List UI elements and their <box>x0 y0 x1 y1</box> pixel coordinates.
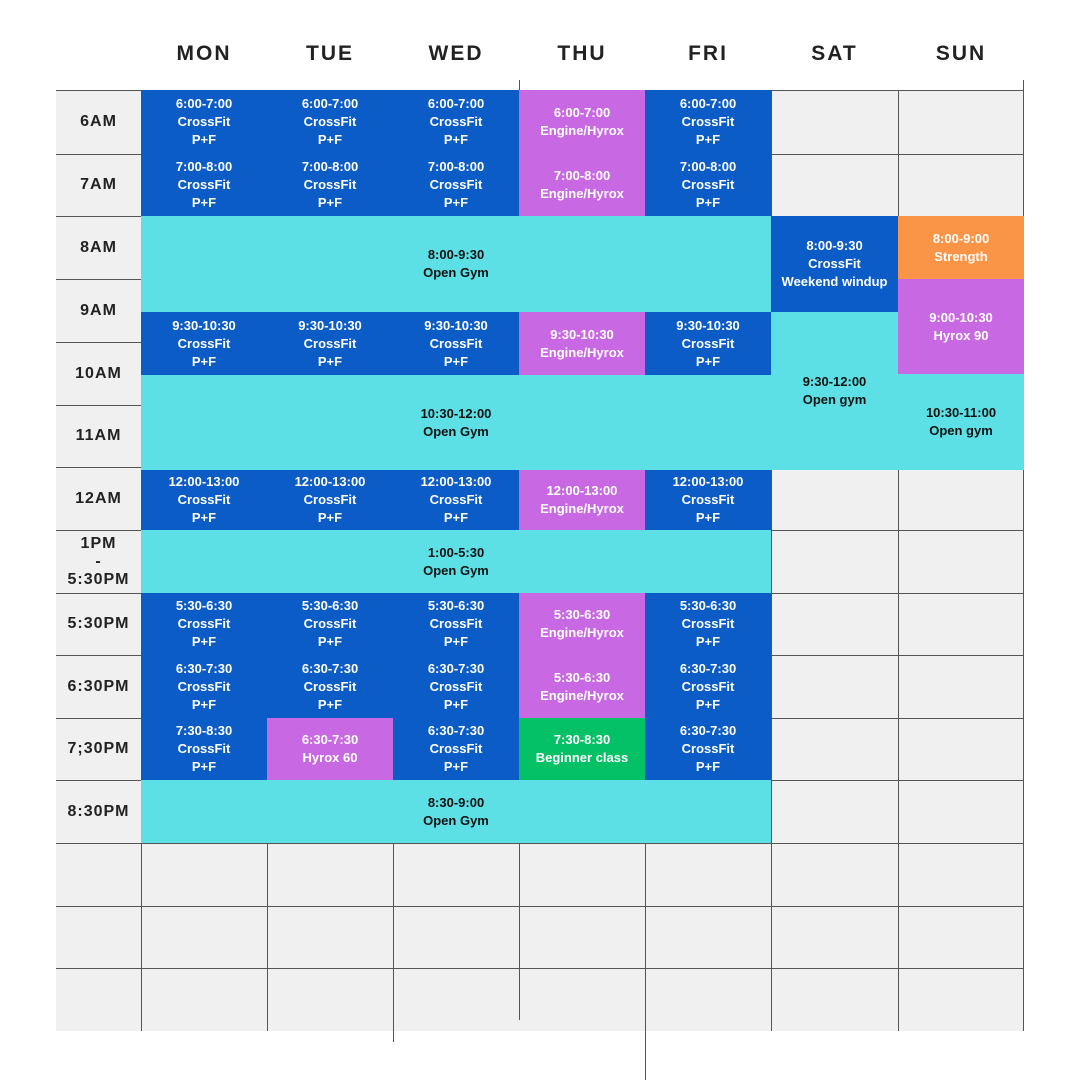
class-name: P+F <box>443 353 469 369</box>
class-name: CrossFit <box>429 492 483 507</box>
time-label: 5:30PM <box>67 615 130 632</box>
class-name: CrossFit <box>681 177 735 192</box>
class-block-9-00-10-30-hyrox-90[interactable] <box>898 279 1024 374</box>
class-block-10-30-12-00-open-gym[interactable] <box>141 375 771 470</box>
class-name: Open Gym <box>423 423 489 439</box>
class-time: 12:00-13:00 <box>672 474 744 489</box>
class-name: P+F <box>443 132 469 147</box>
class-name: CrossFit <box>429 741 483 756</box>
day-header-sat: SAT <box>811 42 858 65</box>
class-time: 12:00-13:00 <box>168 474 240 489</box>
class-time: 7:30-8:30 <box>175 723 233 738</box>
class-name: CrossFit <box>681 678 735 694</box>
class-block-5-30-6-30-engine-hyrox[interactable] <box>519 655 645 718</box>
class-name: CrossFit <box>303 616 357 631</box>
class-name: Weekend windup <box>781 274 888 289</box>
class-block-7-00-8-00-crossfit-p-f[interactable] <box>267 154 393 216</box>
class-name: Open gym <box>929 423 993 438</box>
class-name: CrossFit <box>303 114 357 129</box>
class-name: P+F <box>191 132 217 147</box>
class-name: CrossFit <box>177 741 231 756</box>
class-time: 6:30-7:30 <box>301 660 359 676</box>
time-label <box>56 968 141 1031</box>
class-time: 9:00-10:30 <box>929 309 993 325</box>
day-header-sun: SUN <box>935 42 987 65</box>
class-name: Engine/Hyrox <box>540 123 624 138</box>
day-header-fri: FRI <box>688 42 728 65</box>
class-time: 6:00-7:00 <box>301 96 359 111</box>
class-name: P+F <box>191 634 217 649</box>
class-name: CrossFit <box>177 114 231 129</box>
class-time: 6:30-7:30 <box>301 732 359 747</box>
class-name: P+F <box>695 634 721 649</box>
class-block-9-30-10-30-crossfit-p-f[interactable] <box>393 312 519 375</box>
class-name: P+F <box>695 510 721 525</box>
class-time: 6:30-7:30 <box>175 660 233 676</box>
class-time: 7:00-8:00 <box>553 168 611 183</box>
class-name: P+F <box>317 634 343 649</box>
class-block-7-00-8-00-crossfit-p-f[interactable] <box>393 154 519 216</box>
class-time: 12:00-13:00 <box>294 474 366 489</box>
class-time: 1:00-5:30 <box>427 544 485 560</box>
class-time: 7:00-8:00 <box>301 159 359 174</box>
class-name: Engine/Hyrox <box>540 501 624 516</box>
class-name: P+F <box>443 510 469 525</box>
class-name: CrossFit <box>177 616 231 631</box>
class-name: CrossFit <box>681 335 735 351</box>
class-block-9-30-10-30-engine-hyrox[interactable] <box>519 312 645 375</box>
class-time: 12:00-13:00 <box>546 483 618 498</box>
time-label: 10AM <box>75 364 122 382</box>
class-name: CrossFit <box>429 114 483 129</box>
class-name: P+F <box>443 195 469 210</box>
class-name: P+F <box>695 132 721 147</box>
class-name: Beginner class <box>535 750 629 765</box>
class-block-6-30-7-30-crossfit-p-f[interactable] <box>267 655 393 718</box>
day-header-tue: TUE <box>306 42 354 65</box>
class-name: P+F <box>191 696 217 712</box>
class-block-7-00-8-00-engine-hyrox[interactable] <box>519 154 645 216</box>
time-label: 9AM <box>80 301 117 319</box>
time-label: 8AM <box>80 238 117 256</box>
time-label: 12AM <box>75 489 122 507</box>
class-name: CrossFit <box>681 492 735 507</box>
day-header-mon: MON <box>176 42 232 65</box>
class-block-6-00-7-00-engine-hyrox[interactable] <box>519 90 645 154</box>
class-name: Engine/Hyrox <box>540 344 624 360</box>
class-block-6-30-7-30-hyrox-60[interactable] <box>267 718 393 780</box>
day-header-wed: WED <box>428 42 484 65</box>
class-block-8-00-9-30-open-gym[interactable] <box>141 216 771 312</box>
time-label: 11AM <box>75 427 122 444</box>
class-time: 7:00-8:00 <box>679 159 737 174</box>
class-name: CrossFit <box>177 335 231 351</box>
class-name: P+F <box>695 759 721 774</box>
class-block-12-00-13-00-crossfit-p-f[interactable] <box>267 470 393 530</box>
class-block-8-00-9-30-crossfit-weekend-windup[interactable] <box>771 216 898 312</box>
class-time: 7:30-8:30 <box>553 732 611 747</box>
class-name: Open Gym <box>423 562 489 578</box>
class-name: Engine/Hyrox <box>540 687 624 703</box>
class-time: 12:00-13:00 <box>420 474 492 489</box>
class-name: P+F <box>317 353 343 369</box>
class-name: CrossFit <box>429 177 483 192</box>
time-label <box>56 843 141 906</box>
class-time: 5:30-6:30 <box>427 598 485 613</box>
class-name: P+F <box>317 696 343 712</box>
class-block-5-30-6-30-crossfit-p-f[interactable] <box>141 593 267 655</box>
grid-hline <box>56 843 1024 844</box>
class-name: Engine/Hyrox <box>540 186 624 201</box>
class-time: 9:30-10:30 <box>298 317 362 333</box>
class-block-8-30-9-00-open-gym[interactable] <box>141 780 771 843</box>
class-name: P+F <box>443 634 469 649</box>
class-time: 9:30-10:30 <box>550 326 614 342</box>
class-time: 6:30-7:30 <box>679 660 737 676</box>
class-time: 8:00-9:30 <box>806 238 863 253</box>
time-label: 7AM <box>80 176 117 193</box>
class-name: Hyrox 60 <box>302 750 358 765</box>
class-time: 8:00-9:30 <box>427 247 485 262</box>
class-name: CrossFit <box>177 678 231 694</box>
class-name: P+F <box>695 353 721 369</box>
grid-hline <box>56 906 1024 907</box>
class-name: CrossFit <box>303 678 357 694</box>
class-time: 6:00-7:00 <box>679 96 737 111</box>
class-block-9-30-10-30-crossfit-p-f[interactable] <box>645 312 771 375</box>
class-time: 6:30-7:30 <box>427 723 485 738</box>
class-block-7-00-8-00-crossfit-p-f[interactable] <box>141 154 267 216</box>
class-time: 7:00-8:00 <box>175 159 233 174</box>
class-block-1-00-5-30-open-gym[interactable] <box>141 530 771 593</box>
class-name: Open Gym <box>423 812 489 828</box>
class-block-12-00-13-00-crossfit-p-f[interactable] <box>645 470 771 530</box>
class-block-6-00-7-00-crossfit-p-f[interactable] <box>645 90 771 154</box>
time-label: 7;30PM <box>67 740 130 757</box>
class-block-12-00-13-00-crossfit-p-f[interactable] <box>141 470 267 530</box>
class-block-5-30-6-30-crossfit-p-f[interactable] <box>393 593 519 655</box>
class-name: Open Gym <box>423 265 489 280</box>
class-block-12-00-13-00-engine-hyrox[interactable] <box>519 470 645 530</box>
class-name: P+F <box>695 696 721 712</box>
class-block-7-30-8-30-crossfit-p-f[interactable] <box>141 718 267 780</box>
class-name: CrossFit <box>429 678 483 694</box>
class-time: 5:30-6:30 <box>679 598 737 613</box>
class-block-12-00-13-00-crossfit-p-f[interactable] <box>393 470 519 530</box>
class-block-5-30-6-30-crossfit-p-f[interactable] <box>267 593 393 655</box>
class-time: 10:30-11:00 <box>925 405 997 420</box>
class-name: Strength <box>934 248 988 264</box>
grid-hline <box>56 968 1024 969</box>
class-time: 6:30-7:30 <box>427 660 485 676</box>
class-time: 6:00-7:00 <box>175 96 233 111</box>
class-name: CrossFit <box>177 177 231 192</box>
class-name: P+F <box>317 510 343 525</box>
class-name: P+F <box>191 759 217 774</box>
class-time: 8:30-9:00 <box>427 794 485 810</box>
class-name: P+F <box>443 696 469 712</box>
class-block-6-30-7-30-crossfit-p-f[interactable] <box>393 718 519 780</box>
class-time: 5:30-6:30 <box>553 669 611 685</box>
class-block-9-30-12-00-open-gym[interactable] <box>771 312 898 470</box>
class-block-6-00-7-00-crossfit-p-f[interactable] <box>393 90 519 154</box>
class-name: CrossFit <box>681 616 735 631</box>
class-time: 9:30-10:30 <box>172 317 236 333</box>
class-name: P+F <box>191 353 217 369</box>
class-block-9-30-10-30-crossfit-p-f[interactable] <box>267 312 393 375</box>
class-name: CrossFit <box>177 492 231 507</box>
class-name: P+F <box>317 195 343 210</box>
class-time: 5:30-6:30 <box>553 607 611 622</box>
class-time: 10:30-12:00 <box>420 405 492 421</box>
class-time: 9:30-10:30 <box>424 317 488 333</box>
class-time: 7:00-8:00 <box>427 159 485 174</box>
class-block-6-30-7-30-crossfit-p-f[interactable] <box>645 655 771 718</box>
class-block-6-30-7-30-crossfit-p-f[interactable] <box>141 655 267 718</box>
class-block-6-30-7-30-crossfit-p-f[interactable] <box>645 718 771 780</box>
class-name: P+F <box>317 132 343 147</box>
class-name: CrossFit <box>681 114 735 129</box>
class-time: 6:30-7:30 <box>679 723 737 738</box>
class-block-6-00-7-00-crossfit-p-f[interactable] <box>267 90 393 154</box>
class-block-8-00-9-00-strength[interactable] <box>898 216 1024 279</box>
class-name: P+F <box>191 510 217 525</box>
class-time: 6:00-7:00 <box>427 96 485 111</box>
time-label: 6:30PM <box>67 677 130 695</box>
class-time: 5:30-6:30 <box>301 598 359 613</box>
class-time: 9:30-10:30 <box>676 317 740 333</box>
class-name: P+F <box>695 195 721 210</box>
class-block-9-30-10-30-crossfit-p-f[interactable] <box>141 312 267 375</box>
class-name: P+F <box>443 759 469 774</box>
class-name: CrossFit <box>303 177 357 192</box>
day-header-thu: THU <box>557 42 607 65</box>
class-block-7-30-8-30-beginner-class[interactable] <box>519 718 645 780</box>
class-name: CrossFit <box>681 741 735 756</box>
class-block-10-30-11-00-open-gym[interactable] <box>898 374 1024 470</box>
time-label: 8:30PM <box>67 802 130 820</box>
class-time: 6:00-7:00 <box>553 105 611 120</box>
class-name: CrossFit <box>808 256 861 271</box>
class-name: CrossFit <box>303 335 357 351</box>
class-block-5-30-6-30-crossfit-p-f[interactable] <box>645 593 771 655</box>
class-time: 9:30-12:00 <box>802 374 867 389</box>
class-name: CrossFit <box>429 335 483 351</box>
time-label: 6AM <box>80 113 117 130</box>
class-block-5-30-6-30-engine-hyrox[interactable] <box>519 593 645 655</box>
class-block-6-00-7-00-crossfit-p-f[interactable] <box>141 90 267 154</box>
class-name: Hyrox 90 <box>933 327 989 343</box>
class-time: 5:30-6:30 <box>175 598 233 613</box>
class-block-7-00-8-00-crossfit-p-f[interactable] <box>645 154 771 216</box>
time-label: 1PM - 5:30PM <box>67 534 130 588</box>
class-name: CrossFit <box>303 492 357 507</box>
class-name: Open gym <box>802 392 867 407</box>
class-name: P+F <box>191 195 217 210</box>
class-name: CrossFit <box>429 616 483 631</box>
class-block-6-30-7-30-crossfit-p-f[interactable] <box>393 655 519 718</box>
time-label <box>56 906 141 968</box>
class-name: Engine/Hyrox <box>540 625 624 640</box>
class-time: 8:00-9:00 <box>932 230 990 246</box>
